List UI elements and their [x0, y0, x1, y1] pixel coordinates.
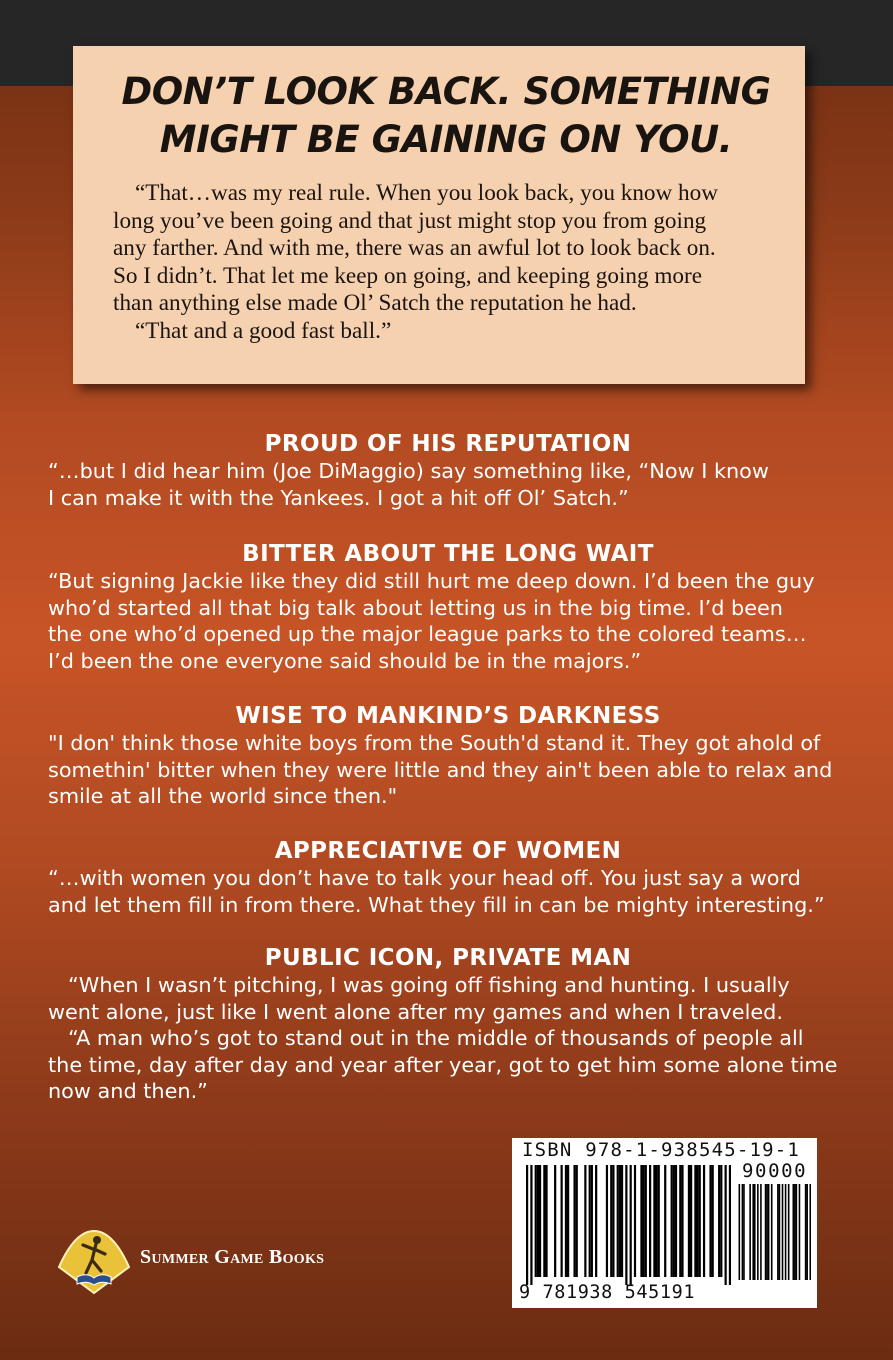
addon-bar	[799, 1184, 801, 1280]
barcode-bar	[595, 1165, 597, 1277]
barcode-bar	[694, 1165, 696, 1277]
section-appreciative-of-women	[48, 837, 848, 918]
barcode-bar	[640, 1165, 642, 1277]
addon-bar	[805, 1184, 807, 1280]
barcode-bar	[720, 1165, 722, 1277]
addon-bar	[782, 1184, 784, 1280]
section-heading: BITTER ABOUT THE LONG WAIT	[242, 541, 654, 567]
ean13-bars	[526, 1165, 731, 1285]
section-quote: “…but I did hear him (Joe DiMaggio) say something like, “Now I know I can make it with the Yankees. I got a hit off Ol’ Satch.”	[48, 459, 769, 510]
price-addon-bars	[737, 1184, 811, 1280]
addon-bar	[760, 1184, 762, 1280]
barcode-bar	[681, 1165, 683, 1277]
section-heading: WISE TO MANKIND’S DARKNESS	[235, 703, 661, 729]
isbn-barcode	[512, 1138, 817, 1308]
addon-bar	[765, 1184, 767, 1280]
barcode-bar	[729, 1165, 731, 1285]
barcode-bar	[699, 1165, 701, 1277]
barcode-bar	[530, 1165, 532, 1285]
headline	[113, 68, 779, 164]
barcode-bar	[643, 1165, 645, 1277]
barcode-bar	[545, 1165, 547, 1277]
barcode-bar	[675, 1165, 677, 1277]
addon-bar	[749, 1184, 751, 1280]
barcode-bar	[591, 1165, 593, 1277]
barcode-bar	[606, 1165, 608, 1277]
addon-bar	[766, 1184, 768, 1280]
barcode-bar	[535, 1165, 537, 1277]
barcode-bar	[696, 1165, 698, 1277]
addon-bar	[742, 1184, 744, 1280]
quote-body	[113, 180, 779, 345]
section-proud-of-reputation	[48, 430, 848, 511]
barcode-bar	[673, 1165, 675, 1277]
featured-quote-box	[73, 46, 805, 384]
section-quote: "I don' think those white boys from the South'd stand it. They got ahold of somethin' bitter when they were little and they ain't been able to relax and smile at all the world since then."	[48, 731, 833, 808]
addon-bar	[806, 1184, 808, 1280]
barcode-bar	[589, 1165, 591, 1277]
section-public-icon-private-man	[48, 944, 848, 1105]
section-heading: APPRECIATIVE OF WOMEN	[274, 838, 622, 864]
price-code: 90000	[742, 1160, 808, 1182]
quote-paragraph: “That and a good fast ball.”	[135, 317, 392, 344]
section-quote: “…with women you don’t have to talk your head off. You just say a word and let them fill in from there. What they fill in can be mighty interesting.”	[48, 866, 825, 917]
barcode-bar	[688, 1165, 690, 1277]
section-heading: PUBLIC ICON, PRIVATE MAN	[264, 945, 632, 971]
barcode-bar	[725, 1165, 727, 1285]
addon-bar	[743, 1184, 745, 1280]
section-quote: “But signing Jackie like they did still hurt me deep down. I’d been the guy who’d started all that big talk about letting us in the big time. I’d been the one who’d opened up the major league parks to the colored teams… I’d been the one everyone said should be in the majors.”	[48, 569, 815, 673]
addon-bar	[785, 1184, 787, 1280]
barcode-bar	[709, 1165, 711, 1277]
addon-bar	[788, 1184, 790, 1280]
addon-bar	[794, 1184, 796, 1280]
barcode-bar	[621, 1165, 623, 1277]
barcode-bar	[610, 1165, 612, 1277]
barcode-bar	[645, 1165, 647, 1277]
barcode-bar	[537, 1165, 539, 1277]
addon-bar	[739, 1184, 741, 1280]
isbn-label: ISBN 978-1-938545-19-1	[522, 1139, 801, 1161]
barcode-bar	[561, 1165, 563, 1277]
barcode-bar	[567, 1165, 569, 1277]
addon-bar	[793, 1184, 795, 1280]
section-quote: “A man who’s got to stand out in the middle of thousands of people all the time, day after day and year after year, got to get him some alone time now and then.”	[48, 1026, 838, 1103]
addon-bar	[779, 1184, 781, 1280]
barcode-bar	[718, 1165, 720, 1277]
addon-bar	[757, 1184, 759, 1280]
barcode-bar	[619, 1165, 621, 1277]
addon-bar	[809, 1184, 811, 1280]
headline-line-1: DON’T LOOK BACK. SOMETHING	[121, 70, 771, 113]
barcode-bar	[690, 1165, 692, 1277]
barcode-bar	[617, 1165, 619, 1277]
barcode-bar	[576, 1165, 578, 1277]
barcode-bar	[653, 1165, 655, 1277]
barcode-bar	[658, 1165, 660, 1277]
barcode-bar	[584, 1165, 586, 1277]
barcode-bar	[703, 1165, 705, 1277]
addon-bar	[771, 1184, 773, 1280]
barcode-bar	[554, 1165, 556, 1277]
barcode-bar	[539, 1165, 541, 1277]
addon-bar	[777, 1184, 779, 1280]
barcode-bar	[612, 1165, 614, 1277]
baseball-player-diamond-logo-icon	[55, 1227, 133, 1295]
addon-bar	[768, 1184, 770, 1280]
barcode-bar	[565, 1165, 567, 1277]
barcode-bar	[664, 1165, 666, 1277]
addon-bar	[796, 1184, 798, 1280]
ean-digits: 9 781938 545191	[519, 1282, 696, 1303]
barcode-bar	[649, 1165, 651, 1277]
barcode-bar	[526, 1165, 528, 1285]
quote-paragraph: “That…was my real rule. When you look back, you know how long you’ve been going and that just might stop you from going any farther. And with me, there was an awful lot to look back on. So I didn’t. That let me keep on going, and keeping going more than anything else made Ol’ Satch the reputation he had.	[113, 180, 718, 316]
barcode-bar	[655, 1165, 657, 1277]
barcode-bar	[712, 1165, 714, 1277]
barcode-bar	[634, 1165, 636, 1277]
section-quote: “When I wasn’t pitching, I was going off fishing and hunting. I usually went alone, just like I went alone after my games and when I traveled.	[48, 973, 790, 1024]
addon-bar	[754, 1184, 756, 1280]
barcode-bar	[630, 1165, 632, 1285]
addon-bar	[752, 1184, 754, 1280]
section-heading: PROUD OF HIS REPUTATION	[264, 431, 632, 457]
barcode-bar	[543, 1165, 545, 1277]
barcode-bar	[625, 1165, 627, 1285]
barcode-bar	[573, 1165, 575, 1277]
barcode-bar	[679, 1165, 681, 1277]
barcode-bar	[671, 1165, 673, 1277]
headline-line-2: MIGHT BE GAINING ON YOU.	[159, 118, 733, 161]
section-bitter-long-wait	[48, 540, 848, 674]
section-wise-to-darkness	[48, 702, 848, 810]
publisher-name: Summer Game Books	[140, 1246, 325, 1268]
